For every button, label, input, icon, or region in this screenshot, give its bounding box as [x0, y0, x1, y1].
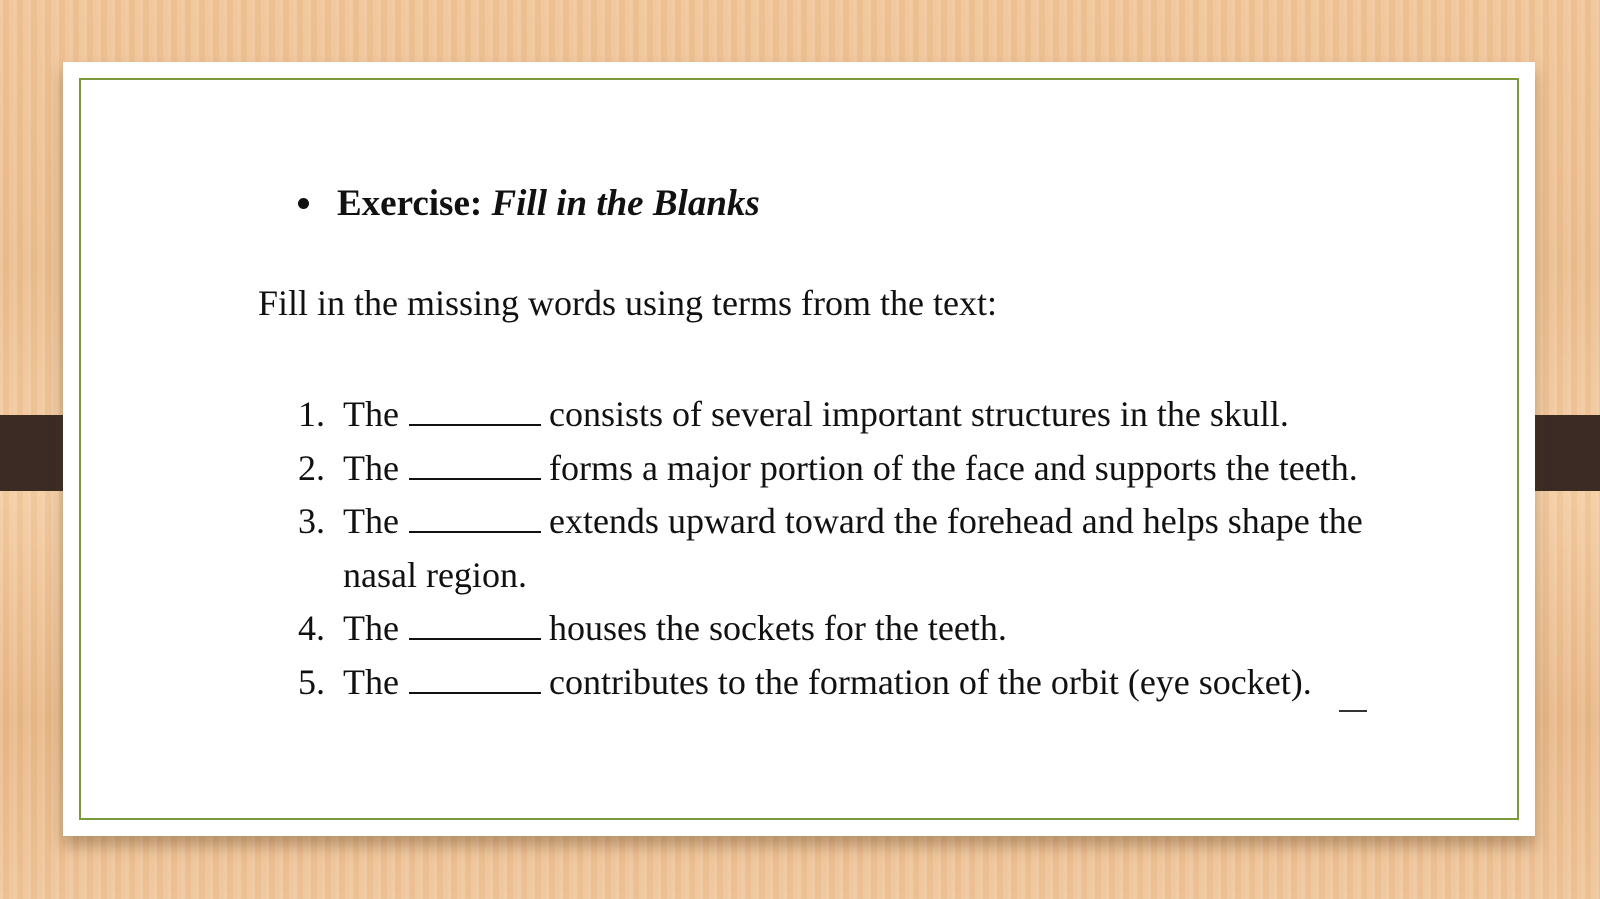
answer-blank	[409, 394, 541, 426]
item-number: 1.	[298, 394, 325, 434]
item-text: extends upward toward the forehead and helps shape the nasal region.	[343, 501, 1363, 595]
item-lead: The	[343, 608, 399, 648]
bullet-icon	[298, 198, 309, 209]
slide-card	[63, 62, 1535, 836]
list-item	[298, 388, 1388, 442]
document-image	[208, 152, 1388, 722]
item-text: houses the sockets for the teeth.	[548, 608, 1007, 648]
list-item	[298, 656, 1388, 710]
item-lead: The	[343, 394, 399, 434]
answer-blank	[409, 448, 541, 480]
instruction-text: Fill in the missing words using terms from the text:	[258, 283, 997, 323]
exercise-list	[298, 388, 1388, 709]
answer-blank	[409, 501, 541, 533]
item-text: forms a major portion of the face and supports the teeth.	[548, 447, 1358, 488]
item-number: 3.	[298, 501, 325, 541]
item-number: 2.	[298, 447, 325, 488]
exercise-label: Exercise:	[337, 183, 483, 224]
stray-mark	[1339, 710, 1367, 712]
answer-blank	[409, 608, 541, 640]
item-lead: The	[343, 661, 399, 702]
list-item	[298, 442, 1388, 496]
item-lead: The	[343, 501, 399, 541]
item-lead: The	[343, 447, 399, 488]
item-number: 4.	[298, 608, 325, 648]
exercise-title: Fill in the Blanks	[491, 183, 760, 224]
item-number: 5.	[298, 661, 325, 702]
answer-blank	[409, 662, 541, 694]
exercise-heading	[298, 182, 760, 225]
list-item	[298, 602, 1388, 656]
item-text: consists of several important structures in the skull.	[548, 394, 1289, 434]
item-text: contributes to the formation of the orbit (eye socket).	[548, 661, 1312, 702]
list-item	[298, 495, 1388, 602]
